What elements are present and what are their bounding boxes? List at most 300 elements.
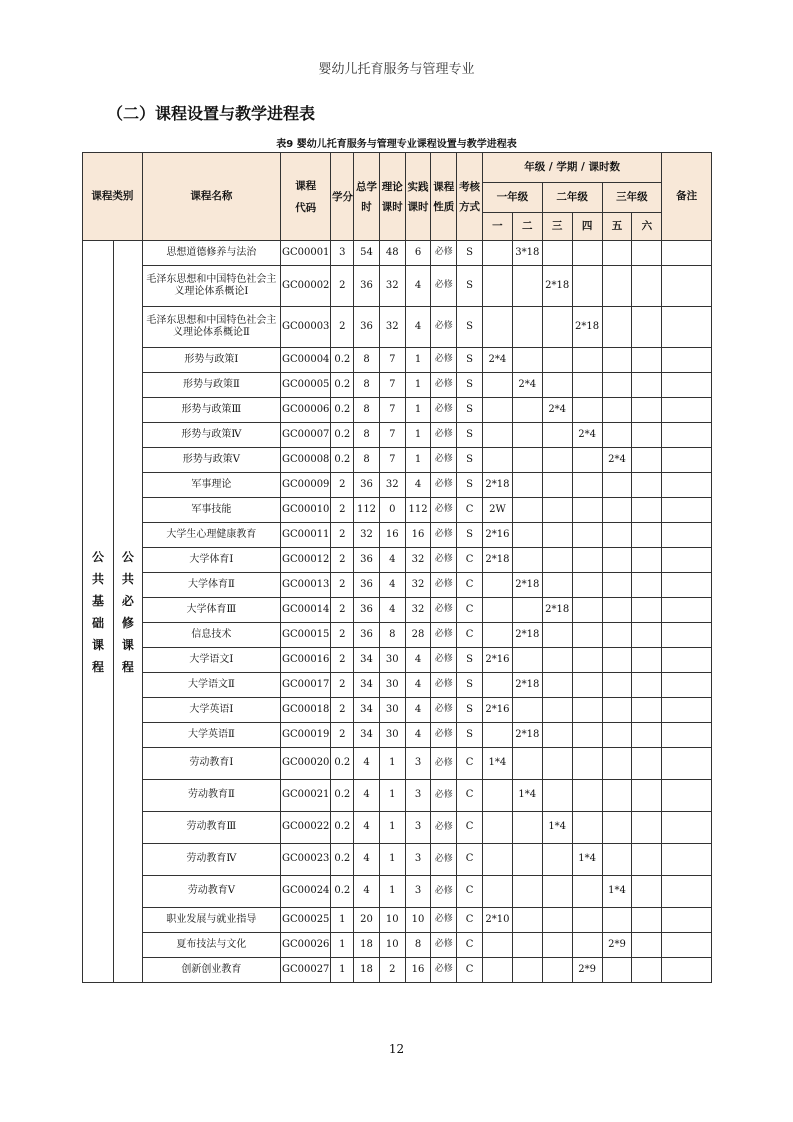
sem2-hours	[512, 523, 542, 548]
total-hours: 34	[354, 723, 380, 748]
credit: 0.2	[331, 780, 354, 812]
sem3-hours	[542, 698, 572, 723]
sem5-hours	[602, 723, 632, 748]
sem6-hours	[632, 623, 662, 648]
header-practice-hours-text: 实践课时	[407, 180, 429, 213]
sem6-hours	[632, 573, 662, 598]
sem6-hours	[632, 844, 662, 876]
sem1-hours	[482, 423, 512, 448]
sem5-hours	[602, 844, 632, 876]
table-row	[83, 780, 712, 812]
practice-hours: 1	[405, 373, 431, 398]
sem4-hours	[572, 348, 602, 373]
sem4-hours	[572, 748, 602, 780]
assessment: C	[457, 908, 483, 933]
course-name: 毛泽东思想和中国特色社会主义理论体系概论Ⅱ	[142, 307, 280, 348]
sem4-hours: 2*4	[572, 423, 602, 448]
theory-hours: 8	[379, 623, 405, 648]
sem5-hours	[602, 548, 632, 573]
assessment: S	[457, 648, 483, 673]
course-name: 大学体育Ⅱ	[142, 573, 280, 598]
course-name: 大学英语Ⅱ	[142, 723, 280, 748]
practice-hours: 3	[405, 780, 431, 812]
sem5-hours	[602, 241, 632, 266]
credit: 2	[331, 266, 354, 307]
sem1-hours: 2*18	[482, 548, 512, 573]
assessment: C	[457, 844, 483, 876]
course-name: 劳动教育Ⅴ	[142, 876, 280, 908]
sem3-hours	[542, 844, 572, 876]
total-hours: 8	[354, 423, 380, 448]
sem5-hours	[602, 598, 632, 623]
sem4-hours	[572, 448, 602, 473]
course-name: 大学语文Ⅱ	[142, 673, 280, 698]
sem4-hours	[572, 933, 602, 958]
sem5-hours	[602, 573, 632, 598]
sem6-hours	[632, 723, 662, 748]
sem6-hours	[632, 876, 662, 908]
course-nature: 必修	[431, 348, 457, 373]
course-name: 大学生心理健康教育	[142, 523, 280, 548]
total-hours: 36	[354, 573, 380, 598]
credit: 2	[331, 723, 354, 748]
assessment: C	[457, 876, 483, 908]
total-hours: 4	[354, 876, 380, 908]
remarks-cell	[662, 266, 712, 307]
sem3-hours	[542, 933, 572, 958]
header-total-hours-text: 总学时	[356, 180, 377, 213]
remarks-cell	[662, 933, 712, 958]
assessment: S	[457, 373, 483, 398]
course-code: GC00013	[280, 573, 331, 598]
course-name: 形势与政策Ⅴ	[142, 448, 280, 473]
course-code: GC00024	[280, 876, 331, 908]
remarks-cell	[662, 398, 712, 423]
total-hours: 8	[354, 448, 380, 473]
sem4-hours	[572, 723, 602, 748]
course-name: 劳动教育Ⅳ	[142, 844, 280, 876]
total-hours: 4	[354, 748, 380, 780]
sem4-hours	[572, 398, 602, 423]
sem6-hours	[632, 933, 662, 958]
sem4-hours	[572, 812, 602, 844]
practice-hours: 112	[405, 498, 431, 523]
course-nature: 必修	[431, 648, 457, 673]
sem1-hours: 2W	[482, 498, 512, 523]
credit: 2	[331, 548, 354, 573]
assessment: C	[457, 780, 483, 812]
table-row	[83, 698, 712, 723]
sem1-hours	[482, 723, 512, 748]
sem6-hours	[632, 398, 662, 423]
practice-hours: 4	[405, 473, 431, 498]
sem2-hours	[512, 307, 542, 348]
assessment: C	[457, 573, 483, 598]
sem1-hours	[482, 844, 512, 876]
course-name: 劳动教育Ⅱ	[142, 780, 280, 812]
credit: 2	[331, 698, 354, 723]
sem4-hours	[572, 598, 602, 623]
assessment: S	[457, 266, 483, 307]
course-nature: 必修	[431, 423, 457, 448]
course-name: 形势与政策Ⅰ	[142, 348, 280, 373]
practice-hours: 32	[405, 573, 431, 598]
remarks-cell	[662, 723, 712, 748]
sem2-hours: 2*18	[512, 573, 542, 598]
assessment: C	[457, 598, 483, 623]
course-code: GC00003	[280, 307, 331, 348]
sem5-hours	[602, 523, 632, 548]
course-nature: 必修	[431, 748, 457, 780]
total-hours: 4	[354, 812, 380, 844]
sem5-hours	[602, 473, 632, 498]
course-code: GC00002	[280, 266, 331, 307]
sem6-hours	[632, 423, 662, 448]
table-row	[83, 548, 712, 573]
theory-hours: 16	[379, 523, 405, 548]
table-row	[83, 348, 712, 373]
assessment: S	[457, 523, 483, 548]
sem6-hours	[632, 241, 662, 266]
sem2-hours	[512, 266, 542, 307]
practice-hours: 8	[405, 933, 431, 958]
header-sem1: 一	[482, 213, 512, 241]
category-sub-text: 公共必修课程	[121, 549, 134, 674]
theory-hours: 0	[379, 498, 405, 523]
remarks-cell	[662, 548, 712, 573]
table-row	[83, 876, 712, 908]
theory-hours: 1	[379, 812, 405, 844]
table-row	[83, 573, 712, 598]
course-table-body	[83, 241, 712, 983]
total-hours: 8	[354, 398, 380, 423]
header-sem3: 三	[542, 213, 572, 241]
sem5-hours	[602, 498, 632, 523]
sem6-hours	[632, 548, 662, 573]
sem3-hours	[542, 348, 572, 373]
running-header: 婴幼儿托育服务与管理专业	[318, 62, 475, 77]
credit: 0.2	[331, 876, 354, 908]
sem6-hours	[632, 448, 662, 473]
credit: 1	[331, 908, 354, 933]
course-nature: 必修	[431, 958, 457, 983]
sem2-hours	[512, 876, 542, 908]
section-title: （二）课程设置与教学进程表	[107, 104, 316, 123]
assessment: S	[457, 698, 483, 723]
course-name: 毛泽东思想和中国特色社会主义理论体系概论Ⅰ	[142, 266, 280, 307]
assessment: S	[457, 398, 483, 423]
sem1-hours	[482, 876, 512, 908]
practice-hours: 4	[405, 307, 431, 348]
sem6-hours	[632, 307, 662, 348]
table-row	[83, 266, 712, 307]
sem3-hours	[542, 958, 572, 983]
sem2-hours: 3*18	[512, 241, 542, 266]
course-nature: 必修	[431, 812, 457, 844]
category-sub	[113, 241, 142, 983]
theory-hours: 7	[379, 423, 405, 448]
sem1-hours	[482, 623, 512, 648]
table-row	[83, 673, 712, 698]
practice-hours: 16	[405, 958, 431, 983]
practice-hours: 1	[405, 398, 431, 423]
table-row	[83, 498, 712, 523]
sem2-hours: 2*4	[512, 373, 542, 398]
sem1-hours: 2*10	[482, 908, 512, 933]
sem1-hours	[482, 448, 512, 473]
header-category: 课程类别	[83, 153, 143, 241]
sem5-hours: 1*4	[602, 876, 632, 908]
total-hours: 34	[354, 673, 380, 698]
sem4-hours	[572, 623, 602, 648]
remarks-cell	[662, 748, 712, 780]
sem2-hours	[512, 498, 542, 523]
credit: 0.2	[331, 748, 354, 780]
table-row	[83, 933, 712, 958]
sem6-hours	[632, 498, 662, 523]
sem2-hours	[512, 473, 542, 498]
sem5-hours	[602, 348, 632, 373]
course-code: GC00001	[280, 241, 331, 266]
remarks-cell	[662, 908, 712, 933]
theory-hours: 4	[379, 573, 405, 598]
total-hours: 112	[354, 498, 380, 523]
category-main	[83, 241, 114, 983]
assessment: C	[457, 748, 483, 780]
course-nature: 必修	[431, 523, 457, 548]
sem4-hours	[572, 698, 602, 723]
total-hours: 34	[354, 698, 380, 723]
table-row	[83, 307, 712, 348]
sem3-hours	[542, 723, 572, 748]
sem2-hours	[512, 844, 542, 876]
credit: 2	[331, 623, 354, 648]
assessment: S	[457, 723, 483, 748]
sem1-hours	[482, 780, 512, 812]
practice-hours: 4	[405, 673, 431, 698]
theory-hours: 30	[379, 723, 405, 748]
total-hours: 36	[354, 623, 380, 648]
sem3-hours	[542, 573, 572, 598]
remarks-cell	[662, 473, 712, 498]
table-row	[83, 523, 712, 548]
practice-hours: 6	[405, 241, 431, 266]
course-code: GC00012	[280, 548, 331, 573]
sem5-hours	[602, 698, 632, 723]
header-credit	[331, 153, 354, 241]
course-nature: 必修	[431, 307, 457, 348]
assessment: C	[457, 812, 483, 844]
theory-hours: 1	[379, 748, 405, 780]
total-hours: 8	[354, 373, 380, 398]
remarks-cell	[662, 698, 712, 723]
theory-hours: 4	[379, 548, 405, 573]
course-name: 形势与政策Ⅱ	[142, 373, 280, 398]
total-hours: 36	[354, 473, 380, 498]
sem1-hours	[482, 673, 512, 698]
header-course-code-text: 课程代码	[295, 179, 317, 214]
credit: 1	[331, 958, 354, 983]
remarks-cell	[662, 623, 712, 648]
remarks-cell	[662, 876, 712, 908]
course-code: GC00004	[280, 348, 331, 373]
table-row	[83, 908, 712, 933]
course-code: GC00014	[280, 598, 331, 623]
sem3-hours	[542, 780, 572, 812]
sem3-hours: 2*18	[542, 266, 572, 307]
credit: 0.2	[331, 348, 354, 373]
course-nature: 必修	[431, 876, 457, 908]
remarks-cell	[662, 348, 712, 373]
assessment: S	[457, 241, 483, 266]
theory-hours: 1	[379, 844, 405, 876]
remarks-cell	[662, 844, 712, 876]
sem1-hours	[482, 812, 512, 844]
table-caption: 表9 婴幼儿托育服务与管理专业课程设置与教学进程表	[276, 139, 517, 150]
sem5-hours: 2*9	[602, 933, 632, 958]
course-name: 大学英语Ⅰ	[142, 698, 280, 723]
sem4-hours: 2*9	[572, 958, 602, 983]
credit: 0.2	[331, 844, 354, 876]
sem3-hours	[542, 876, 572, 908]
course-code: GC00011	[280, 523, 331, 548]
sem5-hours	[602, 307, 632, 348]
sem5-hours	[602, 958, 632, 983]
header-sem2: 二	[512, 213, 542, 241]
table-row	[83, 958, 712, 983]
assessment: C	[457, 548, 483, 573]
remarks-cell	[662, 780, 712, 812]
sem6-hours	[632, 598, 662, 623]
table-row	[83, 723, 712, 748]
total-hours: 36	[354, 307, 380, 348]
course-name: 劳动教育Ⅰ	[142, 748, 280, 780]
course-nature: 必修	[431, 373, 457, 398]
remarks-cell	[662, 373, 712, 398]
course-code: GC00010	[280, 498, 331, 523]
course-code: GC00007	[280, 423, 331, 448]
course-code: GC00027	[280, 958, 331, 983]
sem4-hours: 2*18	[572, 307, 602, 348]
course-name: 夏布技法与文化	[142, 933, 280, 958]
sem1-hours	[482, 933, 512, 958]
assessment: S	[457, 423, 483, 448]
header-practice-hours	[405, 153, 431, 241]
course-nature: 必修	[431, 598, 457, 623]
sem6-hours	[632, 673, 662, 698]
sem2-hours	[512, 423, 542, 448]
sem5-hours	[602, 648, 632, 673]
sem3-hours	[542, 908, 572, 933]
credit: 2	[331, 473, 354, 498]
sem3-hours	[542, 498, 572, 523]
remarks-cell	[662, 307, 712, 348]
course-nature: 必修	[431, 266, 457, 307]
assessment: C	[457, 623, 483, 648]
table-row	[83, 598, 712, 623]
course-name: 职业发展与就业指导	[142, 908, 280, 933]
total-hours: 34	[354, 648, 380, 673]
sem4-hours	[572, 673, 602, 698]
sem2-hours	[512, 958, 542, 983]
total-hours: 36	[354, 266, 380, 307]
header-theory-hours	[379, 153, 405, 241]
sem4-hours	[572, 498, 602, 523]
course-nature: 必修	[431, 908, 457, 933]
total-hours: 18	[354, 933, 380, 958]
sem4-hours	[572, 908, 602, 933]
course-code: GC00008	[280, 448, 331, 473]
sem1-hours	[482, 373, 512, 398]
course-nature: 必修	[431, 623, 457, 648]
header-sem4: 四	[572, 213, 602, 241]
course-name: 大学语文Ⅰ	[142, 648, 280, 673]
sem2-hours	[512, 908, 542, 933]
practice-hours: 4	[405, 723, 431, 748]
course-code: GC00019	[280, 723, 331, 748]
remarks-cell	[662, 673, 712, 698]
sem6-hours	[632, 266, 662, 307]
course-name: 思想道德修养与法治	[142, 241, 280, 266]
course-name: 形势与政策Ⅲ	[142, 398, 280, 423]
sem1-hours: 2*16	[482, 523, 512, 548]
sem2-hours	[512, 548, 542, 573]
header-sem6: 六	[632, 213, 662, 241]
sem3-hours	[542, 307, 572, 348]
sem1-hours: 1*4	[482, 748, 512, 780]
course-name: 军事理论	[142, 473, 280, 498]
credit: 1	[331, 933, 354, 958]
sem5-hours	[602, 908, 632, 933]
sem3-hours: 1*4	[542, 812, 572, 844]
remarks-cell	[662, 498, 712, 523]
course-nature: 必修	[431, 398, 457, 423]
sem1-hours	[482, 398, 512, 423]
sem2-hours	[512, 598, 542, 623]
sem4-hours	[572, 780, 602, 812]
course-nature: 必修	[431, 448, 457, 473]
practice-hours: 32	[405, 598, 431, 623]
header-year2: 二年级	[542, 183, 602, 213]
sem4-hours	[572, 573, 602, 598]
practice-hours: 4	[405, 648, 431, 673]
theory-hours: 7	[379, 373, 405, 398]
sem6-hours	[632, 648, 662, 673]
practice-hours: 10	[405, 908, 431, 933]
remarks-cell	[662, 423, 712, 448]
course-code: GC00023	[280, 844, 331, 876]
assessment: S	[457, 473, 483, 498]
credit: 0.2	[331, 423, 354, 448]
theory-hours: 7	[379, 448, 405, 473]
practice-hours: 3	[405, 812, 431, 844]
sem4-hours	[572, 523, 602, 548]
sem4-hours	[572, 548, 602, 573]
sem5-hours	[602, 673, 632, 698]
practice-hours: 1	[405, 423, 431, 448]
sem1-hours	[482, 266, 512, 307]
theory-hours: 48	[379, 241, 405, 266]
sem4-hours: 1*4	[572, 844, 602, 876]
remarks-cell	[662, 573, 712, 598]
sem1-hours: 2*18	[482, 473, 512, 498]
sem3-hours	[542, 241, 572, 266]
course-nature: 必修	[431, 723, 457, 748]
total-hours: 36	[354, 598, 380, 623]
assessment: S	[457, 348, 483, 373]
table-row	[83, 473, 712, 498]
table-row	[83, 812, 712, 844]
